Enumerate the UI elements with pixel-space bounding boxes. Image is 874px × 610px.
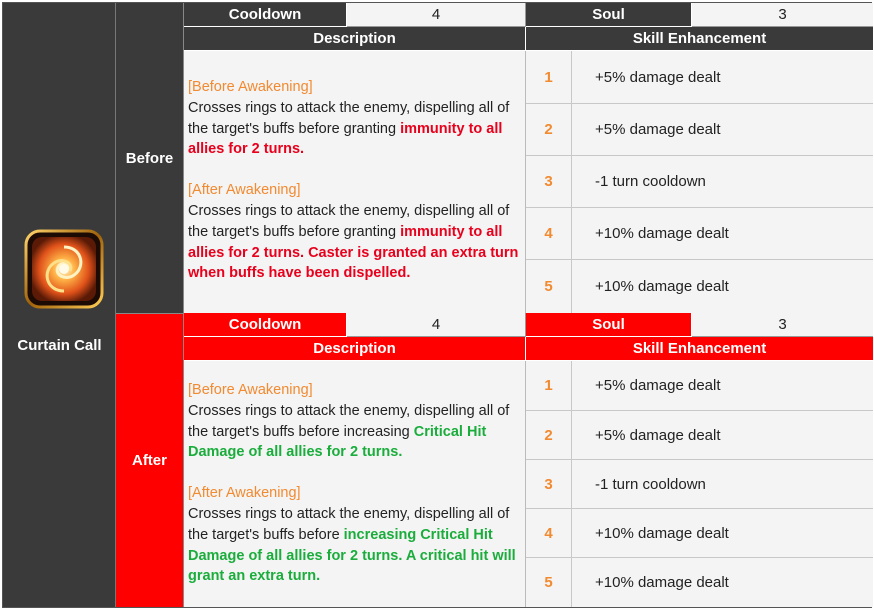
after-section	[116, 313, 873, 607]
before-awakening-label: [Before Awakening]	[188, 79, 313, 95]
enhancement-row	[526, 460, 873, 509]
swirl-skill-icon	[24, 229, 104, 309]
after-awakening-label: [After Awakening]	[188, 182, 301, 199]
enhancement-header: Skill Enhancement	[526, 337, 873, 361]
stats-row	[184, 3, 873, 27]
enhancement-row	[526, 260, 873, 313]
stats-row	[184, 313, 873, 337]
enhancement-number: 1	[526, 51, 572, 103]
desc-text: Crosses rings to attack the enemy, dispelling all of the target's buffs before granting	[188, 202, 510, 240]
enhancement-text: -1 turn cooldown	[595, 475, 706, 493]
before-grid	[184, 3, 873, 313]
before-awakening-label: [Before Awakening]	[188, 382, 313, 398]
enhancement-row	[526, 208, 873, 260]
cooldown-value: 4	[347, 3, 526, 27]
enhancement-text: +5% damage dealt	[595, 426, 721, 444]
phase-label-after: After	[116, 313, 184, 607]
skill-table	[2, 2, 872, 608]
soul-value: 3	[692, 3, 873, 27]
enhancement-row	[526, 104, 873, 156]
enhancement-number: 5	[526, 558, 572, 607]
enhancement-row	[526, 51, 873, 104]
cooldown-header: Cooldown	[184, 313, 347, 337]
skill-column	[3, 3, 116, 607]
desc-highlight: immunity to all allies for 2 turns.	[188, 120, 503, 158]
soul-value: 3	[692, 313, 873, 337]
enhancement-row	[526, 411, 873, 460]
enhancement-row	[526, 509, 873, 558]
desc-highlight: increasing Critical Hit Damage of all allies for 2 turns. A critical hit will grant an extra turn.	[188, 526, 516, 585]
enhancement-number: 2	[526, 411, 572, 459]
section-header-row	[184, 337, 873, 361]
desc-text: Crosses rings to attack the enemy, dispelling all of the target's buffs before increasing	[188, 402, 510, 440]
enhancement-number: 3	[526, 460, 572, 508]
desc-text: Crosses rings to attack the enemy, dispelling all of the target's buffs before	[188, 505, 510, 543]
skill-name: Curtain Call	[17, 337, 102, 354]
soul-header: Soul	[526, 313, 692, 337]
cooldown-header: Cooldown	[184, 3, 347, 27]
enhancement-header: Skill Enhancement	[526, 27, 873, 51]
desc-highlight: immunity to all allies for 2 turns. Caster is granted an extra turn when buffs have been dispelled.	[188, 223, 519, 282]
enhancement-text: +10% damage dealt	[595, 278, 729, 295]
enhancement-row	[526, 558, 873, 607]
after-grid	[184, 313, 873, 607]
after-awakening-label: [After Awakening]	[188, 485, 301, 502]
phase-label-before: Before	[116, 3, 184, 313]
soul-header: Soul	[526, 3, 692, 27]
enhancement-number: 2	[526, 104, 572, 155]
description-text	[184, 361, 526, 607]
description-header: Description	[184, 337, 526, 361]
enhancement-text: +10% damage dealt	[595, 574, 729, 591]
description-text	[184, 51, 526, 313]
enhancement-text: +5% damage dealt	[595, 377, 721, 394]
enhancement-text: +10% damage dealt	[595, 225, 729, 242]
enhancement-list	[526, 361, 873, 607]
before-section	[116, 3, 873, 313]
cooldown-value: 4	[347, 313, 526, 337]
desc-highlight: Critical Hit Damage of all allies for 2 turns.	[188, 423, 487, 461]
enhancement-number: 4	[526, 509, 572, 557]
enhancement-row	[526, 361, 873, 411]
enhancement-row	[526, 156, 873, 208]
enhancement-text: +5% damage dealt	[595, 68, 721, 86]
enhancement-list	[526, 51, 873, 313]
enhancement-number: 5	[526, 260, 572, 313]
enhancement-text: +5% damage dealt	[595, 121, 721, 138]
desc-text: Crosses rings to attack the enemy, dispelling all of the target's buffs before granting	[188, 99, 510, 137]
enhancement-text: -1 turn cooldown	[595, 173, 706, 190]
enhancement-number: 3	[526, 156, 572, 207]
enhancement-number: 1	[526, 361, 572, 410]
section-header-row	[184, 27, 873, 51]
enhancement-number: 4	[526, 208, 572, 259]
enhancement-text: +10% damage dealt	[595, 524, 729, 542]
description-header: Description	[184, 27, 526, 51]
